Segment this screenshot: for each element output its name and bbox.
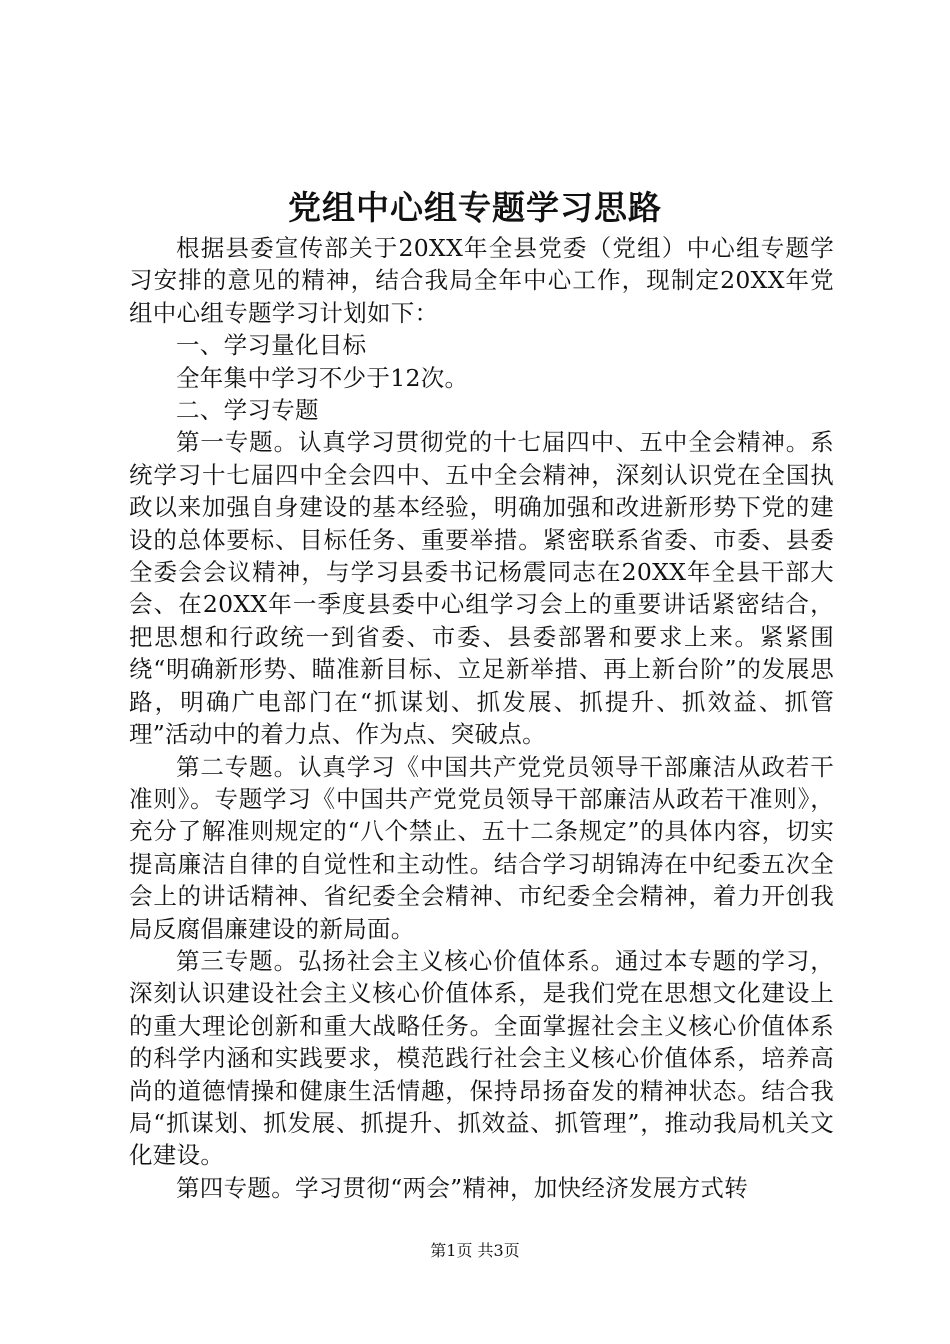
- section-heading-goals: 一、学习量化目标: [176, 331, 367, 360]
- goal-paragraph: 全年集中学习不少于12次。: [176, 363, 469, 392]
- document-title: 党组中心组专题学习思路: [288, 188, 662, 227]
- topic-paragraph-2: 第二专题。认真学习《中国共产党党员领导干部廉洁从政若干准则》。专题学习《中国共产党党员领导干部廉洁从政若干准则》，充分了解准则规定的“八个禁止、五十二条规定”的具体内容，切实提高廉洁自律的自觉性和主动性。结合学习胡锦涛在中纪委五次全会上的讲话精神、省纪委全会精神、市纪委全会精神，着力开创我局反腐倡廉建设的新局面。: [129, 752, 834, 943]
- page-number-footer: 第1页 共3页: [430, 1241, 520, 1260]
- topic-paragraph-4: 第四专题。学习贯彻“两会”精神，加快经济发展方式转: [176, 1173, 749, 1202]
- intro-paragraph: 根据县委宣传部关于20XX年全县党委（党组）中心组专题学习安排的意见的精神，结合我局全年中心工作，现制定20XX年党组中心组专题学习计划如下：: [129, 234, 834, 327]
- document-body: [129, 232, 834, 1204]
- topic-paragraph-3: 第三专题。弘扬社会主义核心价值体系。通过本专题的学习，深刻认识建设社会主义核心价值体系，是我们党在思想文化建设上的重大理论创新和重大战略任务。全面掌握社会主义核心价值体系的科学内涵和实践要求，模范践行社会主义核心价值体系，培养高尚的道德情操和健康生活情趣，保持昂扬奋发的精神状态。结合我局“抓谋划、抓发展、抓提升、抓效益、抓管理”，推动我局机关文化建设。: [129, 946, 834, 1170]
- topic-paragraph-1: 第一专题。认真学习贯彻党的十七届四中、五中全会精神。系统学习十七届四中全会四中、五中全会精神，深刻认识党在全国执政以来加强自身建设的基本经验，明确加强和改进新形势下党的建设的总体要标、目标任务、重要举措。紧密联系省委、市委、县委全委会会议精神，与学习县委书记杨震同志在20XX年全县干部大会、在20XX年一季度县委中心组学习会上的重要讲话紧密结合，把思想和行政统一到省委、市委、县委部署和要求上来。紧紧围绕“明确新形势、瞄准新目标、立足新举措、再上新台阶”的发展思路，明确广电部门在“抓谋划、抓发展、抓提升、抓效益、抓管理”活动中的着力点、作为点、突破点。: [129, 428, 834, 749]
- section-heading-topics: 二、学习专题: [176, 396, 319, 425]
